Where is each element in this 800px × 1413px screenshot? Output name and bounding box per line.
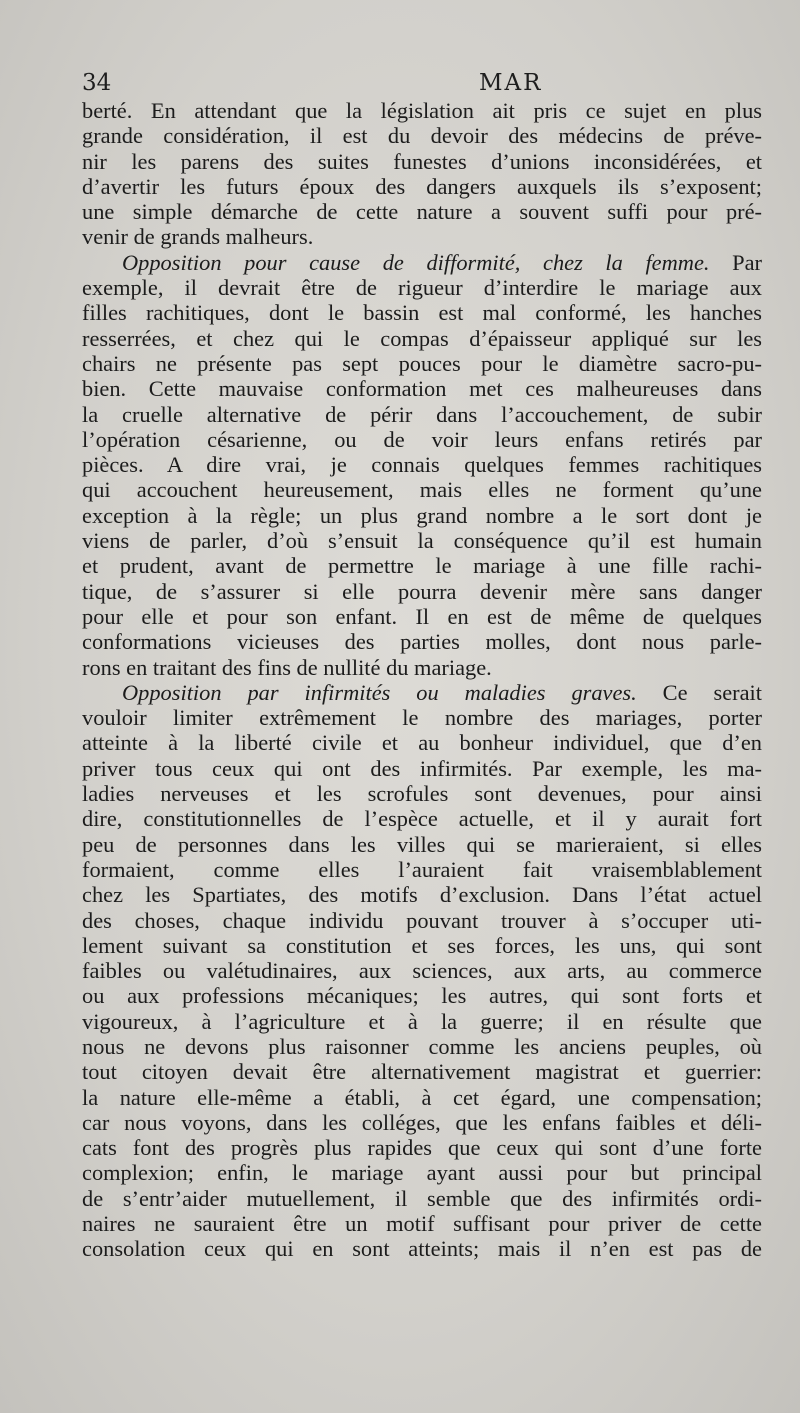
running-head: MAR [479,70,543,96]
line-text: une simple démarche de cette nature a souvent suffi pour pré- [82,199,762,225]
text-line [82,1009,762,1034]
line-text: bien. Cette mauvaise conformation met ces malheureuses dans [82,376,762,402]
page-header [82,70,762,100]
line-text: peu de personnes dans les villes qui se marieraient, si elles [82,831,762,857]
text-line [82,452,762,477]
line-text: la nature elle-même a établi, à cet égard, une compensation; [82,1084,762,1110]
line-text: filles rachitiques, dont le bassin est mal conformé, les hanches [82,300,762,326]
text-line [82,376,762,401]
text-line [82,326,762,351]
text-line [82,1186,762,1211]
paragraph-heading: Opposition pour cause de difformité, chez la femme. [122,249,710,275]
line-text: complexion; enfin, le mariage ayant aussi pour but principal [82,1160,762,1186]
text-line [82,1135,762,1160]
text-line [82,528,762,553]
line-text: grande considération, il est du devoir des médecins de préve- [82,123,762,149]
text-line [82,402,762,427]
text-line [82,857,762,882]
line-text: d’avertir les futurs époux des dangers auxquels ils s’exposent; [82,173,762,199]
text-line [82,1160,762,1185]
line-text: exception à la règle; un plus grand nombre a le sort dont je [82,502,762,528]
text-line [82,781,762,806]
line-text: pièces. A dire vrai, je connais quelques femmes rachitiques [82,452,762,478]
page-number: 34 [82,70,112,96]
line-text: la cruelle alternative de périr dans l’accouchement, de subir [82,401,762,427]
line-text: chez les Spartiates, des motifs d’exclusion. Dans l’état actuel [82,882,762,908]
text-line [82,680,762,705]
line-text: des choses, chaque individu pouvant trouver à s’occuper uti- [82,907,762,933]
text-line [82,1236,762,1261]
text-line [82,149,762,174]
line-text: et prudent, avant de permettre le mariage à une fille rachi- [82,553,762,579]
text-line [82,174,762,199]
line-text: qui accouchent heureusement, mais elles ne forment qu’une [82,477,762,503]
text-line [82,1059,762,1084]
line-text: priver tous ceux qui ont des infirmités. Par exemple, les ma- [82,755,762,781]
text-line [82,250,762,275]
text-line [82,629,762,654]
paragraph-heading: Opposition par infirmités ou maladies graves. [122,679,637,705]
line-text: cats font des progrès plus rapides que ceux qui sont d’une forte [82,1135,762,1161]
line-text: rons en traitant des fins de nullité du mariage. [82,654,492,680]
line-text: exemple, il devrait être de rigueur d’interdire le mariage aux [82,275,762,301]
line-text: ladies nerveuses et les scrofules sont devenues, pour ainsi [82,781,762,807]
text-line [82,579,762,604]
text-line [82,1034,762,1059]
text-line [82,908,762,933]
line-text: consolation ceux qui en sont atteints; mais il n’en est pas de [82,1236,762,1262]
text-line [82,300,762,325]
line-text: ou aux professions mécaniques; les autres, qui sont forts et [82,983,762,1009]
text-line [82,655,762,680]
line-text: car nous voyons, dans les colléges, que les enfans faibles et déli- [82,1109,762,1135]
text-line [82,275,762,300]
line-text: vigoureux, à l’agriculture et à la guerre; il en résulte que [82,1008,762,1034]
text-line [82,1110,762,1135]
line-text: de s’entr’aider mutuellement, il semble que des infirmités ordi- [82,1185,762,1211]
line-text: chairs ne présente pas sept pouces pour le diamètre sacro-pu- [82,350,762,376]
text-line [82,477,762,502]
line-text: nous ne devons plus raisonner comme les anciens peuples, où [82,1033,762,1059]
line-text: atteinte à la liberté civile et au bonheur individuel, que d’en [82,730,762,756]
text-line [82,806,762,831]
line-text: nir les parens des suites funestes d’unions inconsidérées, et [82,148,762,174]
line-text: formaient, comme elles l’auraient fait vraisemblablement [82,856,762,882]
text-line [82,503,762,528]
line-text: l’opération césarienne, ou de voir leurs enfans retirés par [82,426,762,452]
text-line [82,933,762,958]
text-line [82,224,762,249]
text-line [82,882,762,907]
line-text: lement suivant sa constitution et ses forces, les uns, qui sont [82,932,762,958]
text-line [82,123,762,148]
text-line [82,730,762,755]
text-line [82,983,762,1008]
line-text: berté. En attendant que la législation ait pris ce sujet en plus [82,98,762,123]
text-line [82,1085,762,1110]
text-line [82,199,762,224]
line-text: tique, de s’assurer si elle pourra devenir mère sans danger [82,578,762,604]
line-text: naires ne sauraient être un motif suffisant pour priver de cette [82,1211,762,1237]
line-text: faibles ou valétudinaires, aux sciences, aux arts, au commerce [82,958,762,984]
line-text: Par [709,249,762,275]
text-line [82,832,762,857]
line-text: Ce serait [636,679,762,705]
text-line [82,604,762,629]
text-line [82,98,762,123]
text-line [82,756,762,781]
text-line [82,958,762,983]
text-line [82,351,762,376]
body-text [82,98,762,1262]
line-text: vouloir limiter extrêmement le nombre des mariages, porter [82,705,762,731]
text-line [82,705,762,730]
line-text: conformations vicieuses des parties molles, dont nous parle- [82,629,762,655]
text-line [82,427,762,452]
line-text: viens de parler, d’où s’ensuit la conséquence qu’il est humain [82,528,762,554]
line-text: venir de grands malheurs. [82,224,314,250]
text-line [82,1211,762,1236]
text-line [82,553,762,578]
line-text: resserrées, et chez qui le compas d’épaisseur appliqué sur les [82,325,762,351]
line-text: dire, constitutionnelles de l’espèce actuelle, et il y aurait fort [82,806,762,832]
line-text: pour elle et pour son enfant. Il en est de même de quelques [82,603,762,629]
line-text: tout citoyen devait être alternativement magistrat et guerrier: [82,1059,762,1085]
